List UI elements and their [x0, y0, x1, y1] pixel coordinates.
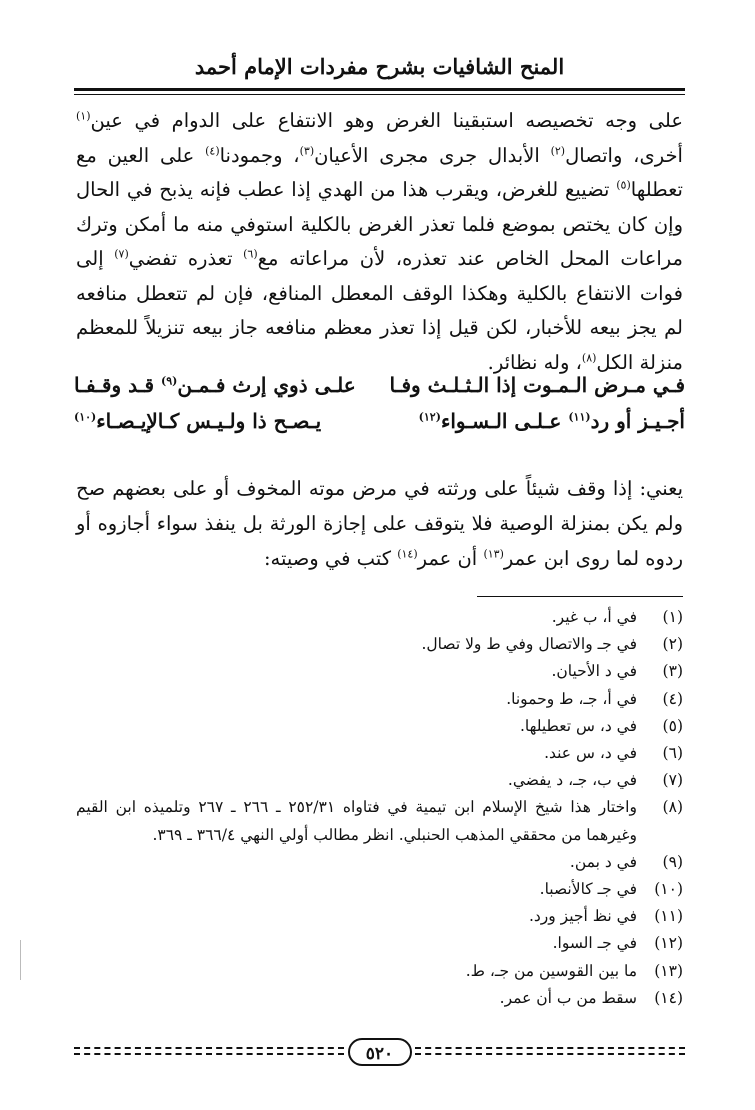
footnote-text: سقط من ب أن عمر.: [499, 988, 637, 1007]
page-footer: [74, 1040, 685, 1066]
footnote-marker: (٨): [581, 351, 597, 364]
footnote-marker: (١١): [568, 410, 591, 424]
body-text-segment: أمكن وترك مراعات المحل الخاص عند تعذره، لأن مراعاته مع: [76, 212, 683, 270]
verse-text: عـلـى الـسـواء: [440, 409, 569, 433]
footnote-item: [76, 604, 683, 631]
verse-line-2: [74, 402, 685, 440]
body-text-segment: في الحال وإن كان يختص بموضع فلما تعذر الغرض بالكلية استوفي منه ما: [76, 178, 683, 236]
footnote-item: [76, 658, 683, 685]
footnote-item: [76, 686, 683, 713]
footnote-marker: (٦): [243, 247, 258, 261]
footnote-text: واختار هذا شيخ الإسلام ابن تيمية في فتاواه ٢٥٢/٣١ ـ ٢٦٦ ـ ٢٦٧ وتلميذه ابن القيم وغيرهما من محققي المذهب الحنبلي. انظر مطالب أولي النهي ٣٦٦/٤ ـ ٣٦٩.: [76, 798, 637, 844]
footer-dashed-rule: [415, 1053, 685, 1055]
footnote-marker: (٤): [205, 144, 220, 157]
body-text-segment: تتعطل منافعه لم يجز بيعه للأخبار، لكن قيل إذا تعذر معظم منافعه جاز: [76, 281, 683, 339]
footnote-text: ما بين القوسين من جـ، ط.: [465, 961, 637, 980]
body-text-segment: إلى فوات الانتفاع بالكلية وهكذا الوقف المعطل المنافع، فإن لم: [76, 247, 683, 305]
footnote-text: في جـ السوا.: [552, 934, 637, 953]
footnote-item: [76, 958, 683, 985]
verse-text: علـى ذوي إرث فـمـن: [177, 373, 356, 397]
footnote-text: في ب، جـ، د يفضي.: [507, 771, 637, 790]
footnote-number: (١٤): [654, 988, 683, 1007]
footnote-number: (١): [662, 608, 683, 626]
footnote-item: [76, 740, 683, 767]
verse-text: يـصـح ذا ولـيـس كـالإيـصـاء: [96, 409, 322, 433]
footnote-item: [76, 985, 683, 1012]
explanation-text: يعني: إذا وقف شيئاً على ورثته في مرض موته المخوف أو على: [172, 477, 683, 500]
footnote-item: [76, 713, 683, 740]
page-number: ٥٢٠: [348, 1038, 412, 1066]
header-rule-thick: [74, 88, 685, 91]
footnote-text: في د، س تعطيلها.: [519, 716, 637, 735]
footnote-number: (٢): [662, 635, 683, 654]
explanation-text: بعضهم صح ولم يكن بمنزلة الوصية فلا يتوقف على إجازة الورثة بل ينفذ: [76, 477, 683, 535]
footnote-text: في أ، ب غير.: [551, 608, 637, 626]
footnote-marker: (١): [76, 109, 91, 123]
footer-dashed-rule: [415, 1047, 685, 1049]
body-text-segment: ، وجمودنا: [219, 143, 300, 167]
footnote-number: (٥): [662, 716, 683, 735]
footnote-separator: [477, 596, 683, 597]
running-header: المنح الشافيات بشرح مفردات الإمام أحمد: [194, 54, 565, 79]
body-text-segment: ، وله نظائر.: [487, 350, 582, 374]
footnote-number: (٣): [662, 662, 683, 681]
footnote-item: [76, 631, 683, 658]
header-rule-thin: [74, 94, 685, 95]
explanation-paragraph: [76, 471, 683, 576]
footnote-marker: (٣): [299, 144, 315, 157]
explanation-text: أن عمر: [417, 547, 484, 570]
footnote-item: [76, 849, 683, 876]
footnote-text: في أ، جـ، ط وحمونا.: [506, 689, 637, 708]
footnote-text: في د، س عند.: [544, 744, 637, 763]
verse-text: أجـيـز أو رد: [590, 409, 685, 433]
footnote-number: (٤): [662, 689, 683, 708]
body-text-segment: تضييع للغرض، ويقرب هذا من الهدي إذا عطب فإنه يذبح: [159, 178, 617, 201]
footnote-item: [76, 903, 683, 930]
footnote-marker: (٥): [616, 178, 631, 192]
verse-text: فـي مـرض الـمـوت إذا الـثـلـث وفـا: [389, 373, 685, 397]
verse-hemistich-first: [390, 366, 686, 404]
body-text-segment: تفضي: [128, 247, 178, 270]
footnote-number: (١١): [654, 907, 683, 926]
body-text-segment: بيعه تنزيلاً للمعظم منزلة الكل: [76, 316, 683, 374]
footnote-text: في جـ كالأنصبا.: [539, 880, 637, 899]
footnotes-list: [76, 604, 683, 1012]
footnote-item: [76, 930, 683, 957]
body-paragraph: [76, 104, 683, 380]
footnote-text: في د بمن.: [569, 852, 637, 871]
footnote-number: (١٠): [654, 880, 683, 899]
footnote-number: (٨): [662, 798, 683, 817]
footnote-number: (٦): [662, 744, 683, 763]
footer-dashed-rule: [74, 1047, 344, 1049]
footnote-item: [76, 767, 683, 794]
body-text-segment: تعذره: [187, 247, 244, 270]
verse-hemistich-second: [74, 366, 356, 404]
scan-margin-mark: [20, 940, 21, 980]
body-text-segment: أخرى، واتصال: [565, 143, 683, 167]
footnote-marker: (٢): [550, 144, 566, 157]
footnote-text: في نظ أجيز ورد.: [528, 907, 637, 926]
footnote-text: في جـ والاتصال وفي ط ولا تصال.: [421, 635, 637, 654]
footnote-number: (١٢): [654, 934, 683, 953]
footnote-item: [76, 876, 683, 903]
body-text-segment: مع تعطلها: [76, 143, 683, 201]
footnote-marker: (١٠): [74, 410, 97, 424]
body-text-segment: على وجه تخصيصه استبقينا الغرض وهو الانتفاع على الدوام في عين: [90, 109, 683, 132]
footnote-marker: (١٢): [418, 410, 441, 424]
footnote-text: في د الأحيان.: [551, 662, 637, 681]
footnote-number: (٧): [662, 771, 683, 790]
explanation-text: سواء أجازوه أو ردوه لما روى ابن عمر: [76, 512, 683, 570]
footnote-number: (١٣): [654, 961, 683, 980]
footnote-marker: (١٣): [483, 547, 504, 561]
footnote-marker: (٩): [161, 374, 178, 388]
body-text-segment: الأبدال جرى مجرى الأعيان: [314, 143, 551, 167]
verse-hemistich-first: [419, 402, 685, 440]
footnote-item: [76, 794, 683, 848]
footnote-marker: (٧): [114, 247, 129, 261]
footer-dashed-rule: [74, 1053, 344, 1055]
footnote-marker: (١٤): [397, 547, 418, 561]
verse-hemistich-second: [74, 402, 321, 440]
verse-text: قـد وقـفـا: [74, 373, 161, 397]
verse-line-1: [74, 366, 685, 404]
explanation-text: كتب في وصيته:: [263, 547, 398, 570]
body-text-segment: على العين: [107, 143, 206, 167]
footnote-number: (٩): [662, 852, 683, 871]
